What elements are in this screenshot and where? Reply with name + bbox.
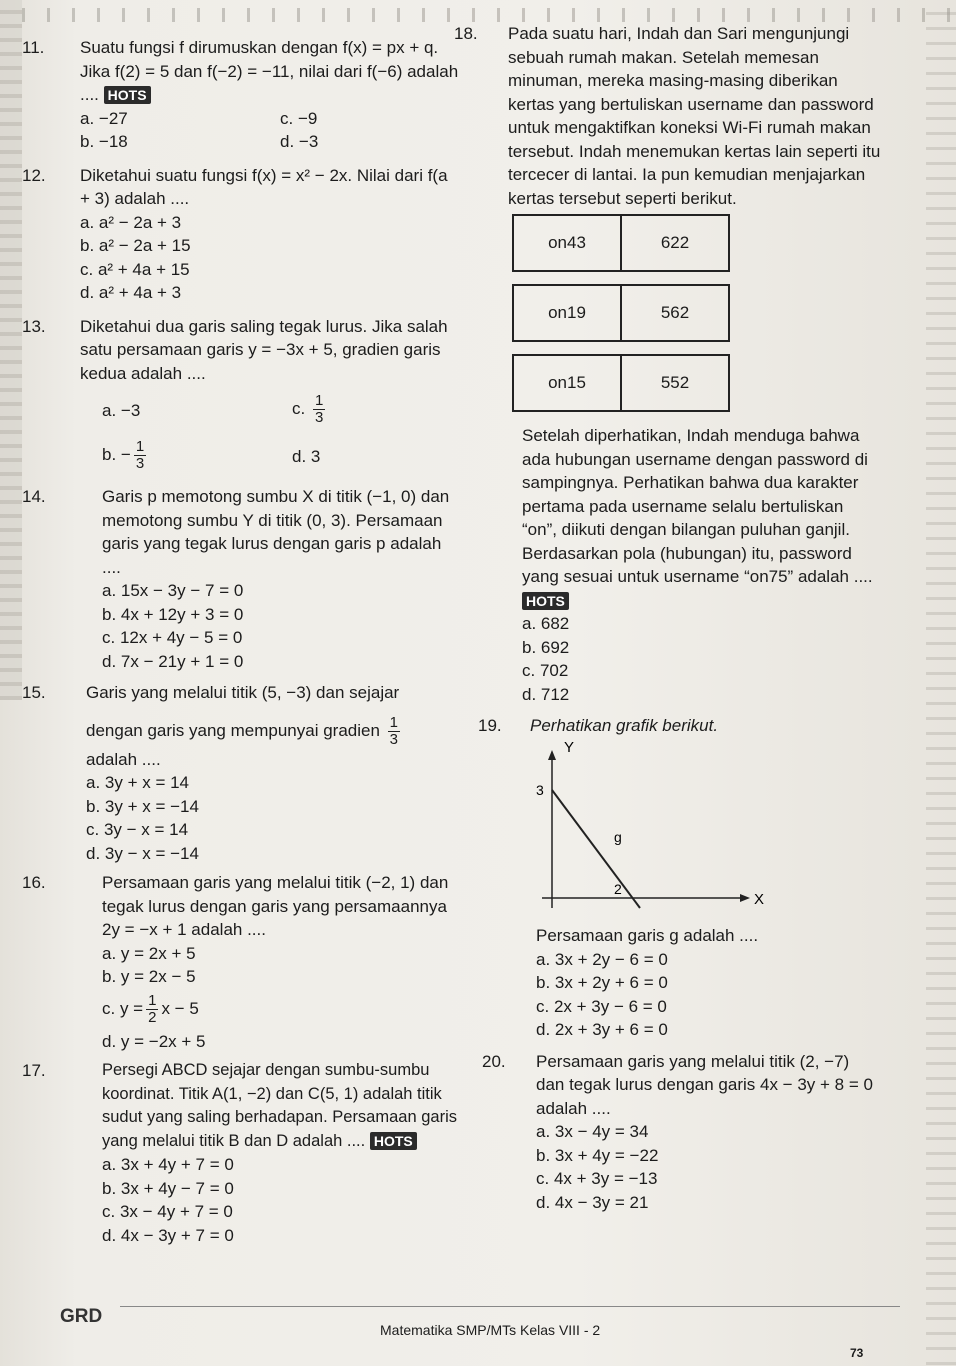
fraction: $\frac{1}{3}$ <box>135 438 145 472</box>
spiral-binding <box>0 0 22 700</box>
option-c[interactable]: c. 12x + 4y − 5 = 0 <box>102 628 243 647</box>
question-text-2: Persamaan garis g adalah .... <box>536 926 759 945</box>
option-c[interactable]: c. a² + 4a + 15 <box>80 259 190 279</box>
question-number: 15. <box>22 683 46 702</box>
option-b[interactable]: b. 4x + 12y + 3 = 0 <box>102 604 244 624</box>
options <box>102 1153 462 1247</box>
hots-badge: HOTS <box>370 1132 417 1150</box>
question-14 <box>22 485 462 673</box>
question-number: 16. <box>22 873 46 892</box>
fraction: $\frac{1}{3}$ <box>314 392 324 426</box>
question-17 <box>22 1059 462 1247</box>
fraction: $\frac{1}{2}$ <box>148 991 157 1026</box>
option-c[interactable]: c. $\frac{1}{3}$ <box>292 392 324 426</box>
y-axis-arrow <box>548 750 556 760</box>
option-c[interactable]: c. −9 <box>280 108 318 128</box>
option-d[interactable]: d. −3 <box>280 132 319 151</box>
option-b[interactable]: b. −18 <box>80 132 128 151</box>
option-b[interactable]: b. 692 <box>522 637 570 657</box>
option-a[interactable]: a. 15x − 3y − 7 = 0 <box>102 581 244 600</box>
option-a[interactable]: a. −3 <box>102 401 141 420</box>
option-b[interactable]: b. a² − 2a + 15 <box>80 236 191 255</box>
option-a[interactable]: a. 3y + x = 14 <box>86 773 190 792</box>
y-axis-label: Y <box>564 738 575 756</box>
option-b[interactable]: b. − $\frac{1}{3}$ <box>102 438 145 472</box>
option-c[interactable]: c. 3y − x = 14 <box>86 820 189 839</box>
right-column <box>454 22 882 1220</box>
username-password-table <box>512 354 730 412</box>
options <box>102 579 462 673</box>
publisher-badge: GRD <box>60 1306 103 1327</box>
username-password-table <box>512 284 730 342</box>
options <box>536 948 882 1042</box>
question-text: Garis yang melalui titik (5, −3) dan sejajar dengan garis yang mempunyai gradien $\frac{1}{3}$ adalah .... <box>86 683 400 769</box>
page-edge <box>926 0 956 1366</box>
option-d[interactable]: d. 712 <box>522 684 570 704</box>
option-a[interactable]: a. a² − 2a + 3 <box>80 212 182 232</box>
question-number: 17. <box>22 1061 46 1080</box>
option-d[interactable]: d. 7x − 21y + 1 = 0 <box>102 651 244 671</box>
username-password-table <box>512 214 730 272</box>
option-d[interactable]: d. y = −2x + 5 <box>102 1031 206 1051</box>
question-16 <box>22 871 462 1053</box>
options <box>536 1120 882 1214</box>
question-number: 18. <box>454 24 478 43</box>
line-g <box>552 790 640 908</box>
option-a[interactable]: a. 3x − 4y = 34 <box>536 1122 649 1141</box>
table-row: on15 552 <box>514 356 728 410</box>
x-axis-label: X <box>754 890 765 908</box>
line-graph <box>522 738 765 918</box>
question-number: 11. <box>22 38 45 57</box>
option-c[interactable]: c. 2x + 3y − 6 = 0 <box>536 996 667 1016</box>
x-intercept-label: 2 <box>614 880 622 897</box>
option-d[interactable]: d. 3y − x = −14 <box>86 843 199 863</box>
question-number: 13. <box>22 316 46 336</box>
question-text: Pada suatu hari, Indah dan Sari mengunjungi sebuah rumah makan. Setelah memesan minuman, mereka masing-masing diberikan kertas yang bertuliskan username dan password untuk mengaktifkan koneksi Wi-Fi rumah makan tersebut. Indah menemukan kertas lain seperti itu tercecer di lantai. Ia pun kemudian menjajarkan kertas tersebut seperti berikut. <box>508 24 881 208</box>
option-a[interactable]: a. 3x + 2y − 6 = 0 <box>536 949 668 969</box>
x-axis-arrow <box>740 894 750 902</box>
option-d[interactable]: d. 4x − 3y = 21 <box>536 1192 649 1212</box>
question-text-2: Setelah diperhatikan, Indah menduga bahwa ada hubungan username dengan password di sampingnya. Perhatikan bahwa dua karakter pertama pada username selalu bertuliskan “on”, diikuti dengan bilangan puluhan ganjil. Berdasarkan pola (hubungan) itu, password yang sesuai untuk username “on75” adalah .... HOTS <box>522 426 873 609</box>
question-text: Diketahui suatu fungsi f(x) = x² − 2x. Nilai dari f(a + 3) adalah .... <box>80 165 448 208</box>
option-d[interactable]: d. a² + 4a + 3 <box>80 283 182 302</box>
top-border <box>0 8 956 22</box>
options <box>80 211 462 305</box>
page-number: 73 <box>850 1346 864 1360</box>
hots-badge: HOTS <box>104 86 151 104</box>
option-d[interactable]: d. 4x − 3y + 7 = 0 <box>102 1225 234 1245</box>
question-text: Perhatikan grafik berikut. <box>530 716 719 735</box>
options <box>522 612 882 706</box>
option-c[interactable]: c. 3x − 4y + 7 = 0 <box>102 1202 233 1221</box>
y-intercept-label: 3 <box>536 781 544 798</box>
option-a[interactable]: a. 682 <box>522 614 570 633</box>
options <box>102 942 462 1054</box>
footer-divider <box>120 1306 900 1307</box>
question-number: 20. <box>482 1051 506 1071</box>
options <box>86 771 462 865</box>
hots-badge: HOTS <box>522 592 569 610</box>
option-b[interactable]: b. 3x + 4y − 7 = 0 <box>102 1178 234 1198</box>
option-b[interactable]: b. y = 2x − 5 <box>102 967 196 986</box>
question-number: 12. <box>22 165 46 185</box>
option-d[interactable]: d. 3 <box>292 447 321 466</box>
left-column <box>22 36 462 1253</box>
option-b[interactable]: b. 3x + 4y = −22 <box>536 1145 659 1165</box>
question-text: Garis p memotong sumbu X di titik (−1, 0) dan memotong sumbu Y di titik (0, 3). Persamaan garis yang tegak lurus dengan garis p adalah .... <box>102 487 450 577</box>
options <box>102 393 462 475</box>
option-b[interactable]: b. 3y + x = −14 <box>86 796 199 816</box>
fraction: $\frac{1}{3}$ <box>389 713 398 748</box>
option-b[interactable]: b. 3x + 2y + 6 = 0 <box>536 973 668 992</box>
options <box>80 107 462 154</box>
question-text: Persegi ABCD sejajar dengan sumbu-sumbu koordinat. Titik A(1, −2) dan C(5, 1) adalah titik sudut yang saling berhadapan. Persamaan garis yang melalui titik B dan D adalah .... HOTS <box>102 1061 457 1150</box>
question-11 <box>22 36 462 154</box>
option-d[interactable]: d. 2x + 3y + 6 = 0 <box>536 1020 668 1039</box>
option-c[interactable]: c. 702 <box>522 661 569 680</box>
question-text: Suatu fungsi f dirumuskan dengan f(x) = px + q. Jika f(2) = 5 dan f(−2) = −11, nilai dari f(−6) adalah .... HOTS <box>80 38 459 104</box>
question-text: Persamaan garis yang melalui titik (2, −7) dan tegak lurus dengan garis 4x − 3y + 8 = 0 adalah .... <box>536 1051 873 1118</box>
option-a[interactable]: a. −27 <box>80 108 128 128</box>
question-15 <box>22 681 462 865</box>
option-c[interactable]: c. 4x + 3y = −13 <box>536 1169 658 1188</box>
line-label-g: g <box>614 828 622 845</box>
question-text: Diketahui dua garis saling tegak lurus. Jika salah satu persamaan garis y = −3x + 5, gradien garis kedua adalah .... <box>80 316 448 383</box>
question-12 <box>22 164 462 305</box>
table-row: on19 562 <box>514 286 728 340</box>
question-13 <box>22 315 462 476</box>
footer-subject: Matematika SMP/MTs Kelas VIII - 2 <box>380 1322 601 1338</box>
option-a[interactable]: a. y = 2x + 5 <box>102 943 196 963</box>
question-20 <box>482 1050 882 1215</box>
question-number: 19. <box>478 716 502 735</box>
question-text: Persamaan garis yang melalui titik (−2, 1) dan tegak lurus dengan garis yang persamaannya 2y = −x + 1 adalah .... <box>102 873 449 939</box>
question-19 <box>478 714 882 1042</box>
table-row: on43 622 <box>514 216 728 270</box>
question-18 <box>454 22 882 706</box>
question-number: 14. <box>22 487 46 506</box>
option-a[interactable]: a. 3x + 4y + 7 = 0 <box>102 1155 234 1174</box>
option-c[interactable]: c. y = $\frac{1}{2}$ x − 5 <box>102 991 199 1026</box>
